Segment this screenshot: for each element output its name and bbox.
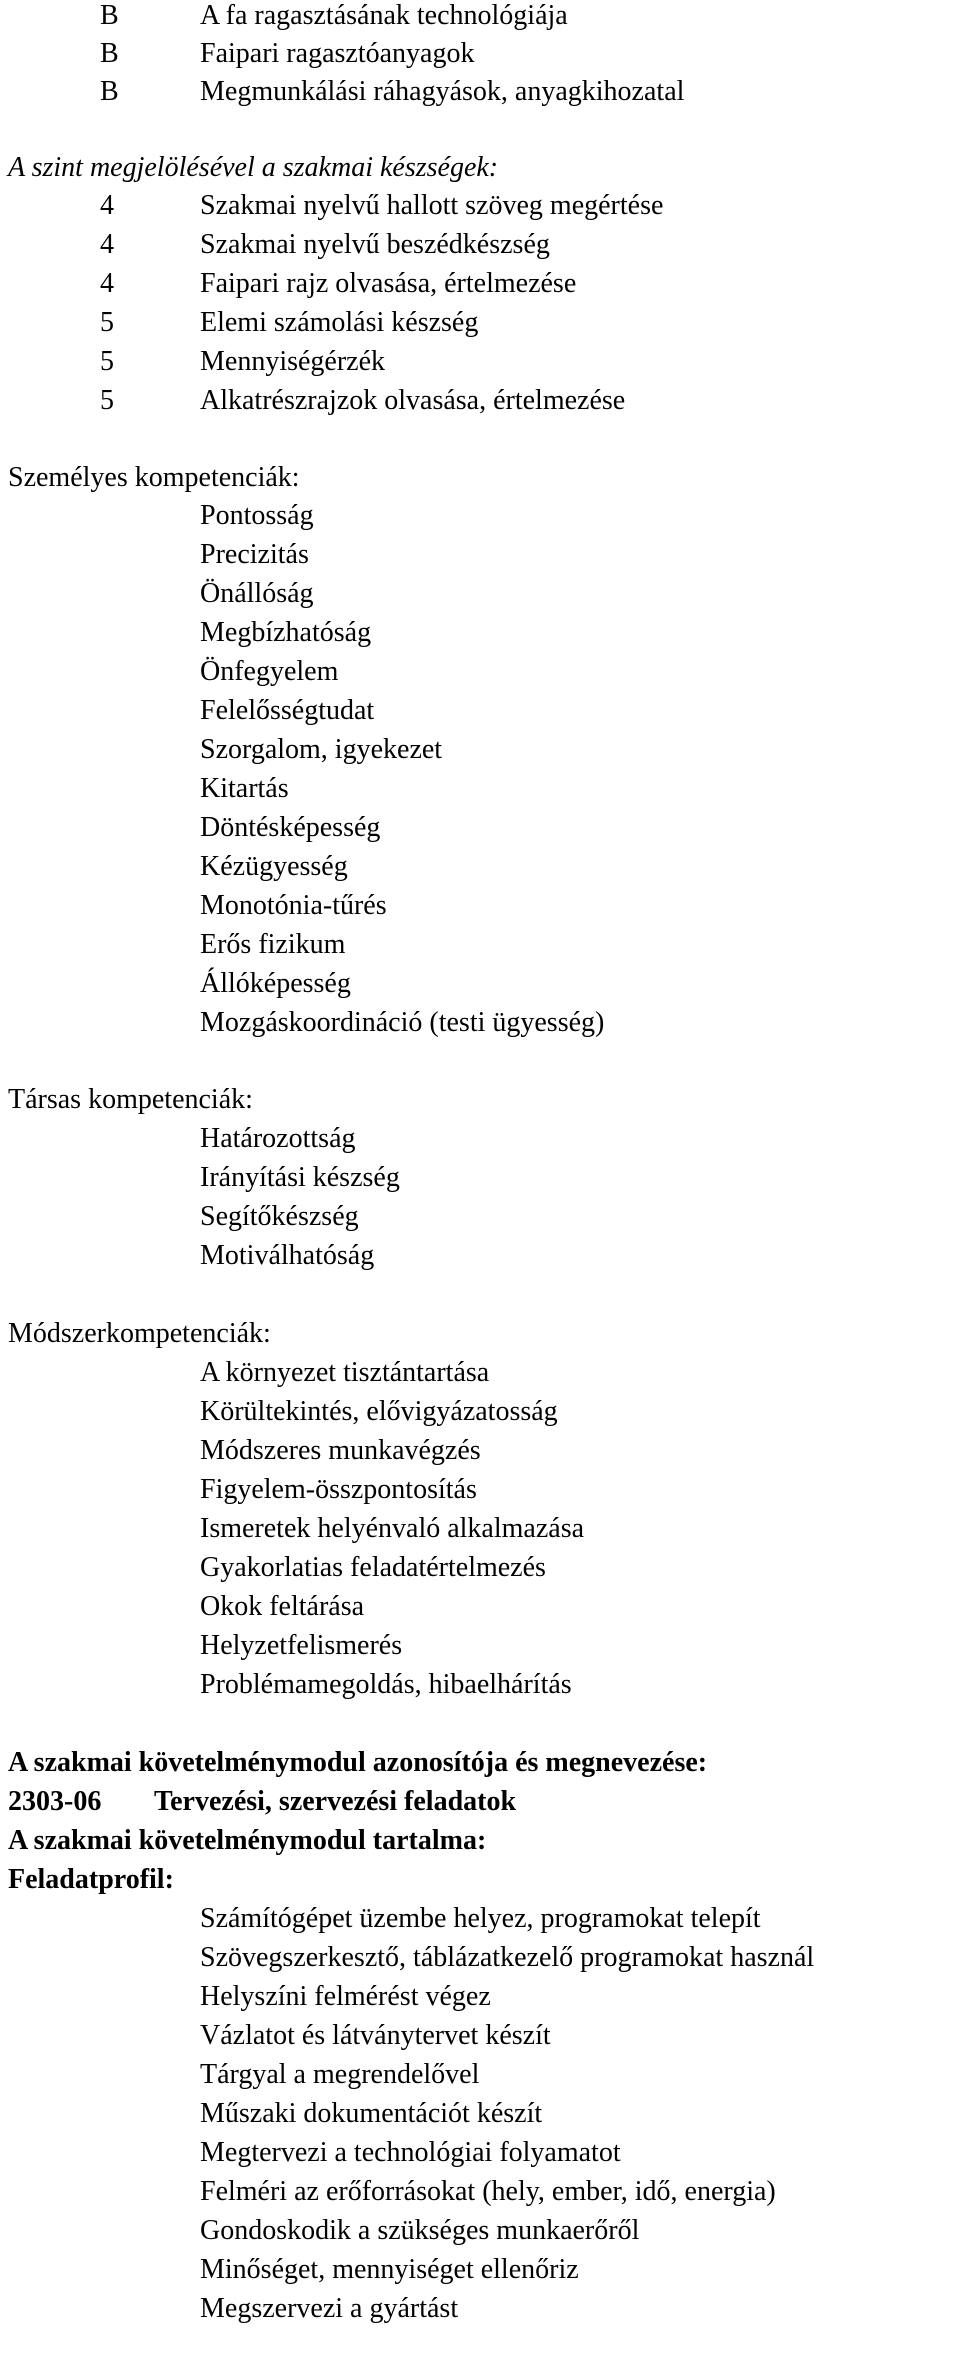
skill-item: Alkatrészrajzok olvasása, értelmezése <box>200 385 626 416</box>
skill-item: Mennyiségérzék <box>200 346 386 377</box>
method-item: Figyelem-összpontosítás <box>200 1474 477 1505</box>
method-item: A környezet tisztántartása <box>200 1357 490 1388</box>
module-content-heading: A szakmai követelménymodul tartalma: <box>8 1825 487 1856</box>
personal-item: Állóképesség <box>200 968 351 999</box>
method-item: Ismeretek helyénvaló alkalmazása <box>200 1513 585 1544</box>
tech-level: B <box>100 0 119 31</box>
task-item: Megszervezi a gyártást <box>200 2293 459 2324</box>
task-item: Számítógépet üzembe helyez, programokat telepít <box>200 1903 761 1934</box>
task-item: Szövegszerkesztő, táblázatkezelő programokat használ <box>200 1942 815 1973</box>
task-item: Felméri az erőforrásokat (hely, ember, idő, energia) <box>200 2176 776 2207</box>
skill-item: Elemi számolási készség <box>200 307 479 338</box>
method-item: Gyakorlatias feladatértelmezés <box>200 1552 546 1583</box>
module-id-heading: A szakmai követelménymodul azonosítója és megnevezése: <box>8 1747 708 1778</box>
skill-item: Szakmai nyelvű beszédkészség <box>200 229 550 260</box>
personal-item: Szorgalom, igyekezet <box>200 734 443 765</box>
personal-item: Önfegyelem <box>200 656 339 687</box>
method-item: Okok feltárása <box>200 1591 365 1622</box>
personal-item: Precizitás <box>200 539 309 570</box>
method-item: Módszeres munkavégzés <box>200 1435 481 1466</box>
task-item: Vázlatot és látványtervet készít <box>200 2020 551 2051</box>
skill-item: Szakmai nyelvű hallott szöveg megértése <box>200 190 664 221</box>
personal-item: Monotónia-tűrés <box>200 890 387 921</box>
method-item: Problémamegoldás, hibaelhárítás <box>200 1669 572 1700</box>
task-item: Műszaki dokumentációt készít <box>200 2098 543 2129</box>
personal-item: Önállóság <box>200 578 314 609</box>
method-item: Körültekintés, elővigyázatosság <box>200 1396 558 1427</box>
personal-item: Pontosság <box>200 500 314 531</box>
skills-heading: A szint megjelölésével a szakmai készségek: <box>8 152 499 183</box>
personal-item: Döntésképesség <box>200 812 381 843</box>
module-code: 2303-06 <box>8 1786 102 1817</box>
personal-item: Erős fizikum <box>200 929 346 960</box>
profile-heading: Feladatprofil: <box>8 1864 174 1895</box>
personal-item: Mozgáskoordináció (testi ügyesség) <box>200 1007 605 1038</box>
skill-level: 4 <box>100 190 114 221</box>
tech-item: Megmunkálási ráhagyások, anyagkihozatal <box>200 76 685 107</box>
tech-level: B <box>100 76 119 107</box>
social-item: Segítőkészség <box>200 1201 359 1232</box>
personal-item: Kitartás <box>200 773 289 804</box>
method-item: Helyzetfelismerés <box>200 1630 403 1661</box>
social-heading: Társas kompetenciák: <box>8 1084 253 1115</box>
task-item: Helyszíni felmérést végez <box>200 1981 491 2012</box>
personal-item: Felelősségtudat <box>200 695 375 726</box>
social-item: Határozottság <box>200 1123 356 1154</box>
tech-level: B <box>100 38 119 69</box>
skill-level: 5 <box>100 385 114 416</box>
task-item: Gondoskodik a szükséges munkaerőről <box>200 2215 640 2246</box>
method-heading: Módszerkompetenciák: <box>8 1318 271 1349</box>
skill-item: Faipari rajz olvasása, értelmezése <box>200 268 577 299</box>
tech-item: Faipari ragasztóanyagok <box>200 38 475 69</box>
skill-level: 4 <box>100 229 114 260</box>
personal-heading: Személyes kompetenciák: <box>8 462 300 493</box>
skill-level: 5 <box>100 346 114 377</box>
tech-item: A fa ragasztásának technológiája <box>200 0 568 31</box>
task-item: Tárgyal a megrendelővel <box>200 2059 480 2090</box>
skill-level: 4 <box>100 268 114 299</box>
task-item: Megtervezi a technológiai folyamatot <box>200 2137 621 2168</box>
module-name: Tervezési, szervezési feladatok <box>154 1786 517 1817</box>
social-item: Motiválhatóság <box>200 1240 375 1271</box>
personal-item: Kézügyesség <box>200 851 348 882</box>
personal-item: Megbízhatóság <box>200 617 372 648</box>
skill-level: 5 <box>100 307 114 338</box>
social-item: Irányítási készség <box>200 1162 400 1193</box>
task-item: Minőséget, mennyiséget ellenőriz <box>200 2254 579 2285</box>
